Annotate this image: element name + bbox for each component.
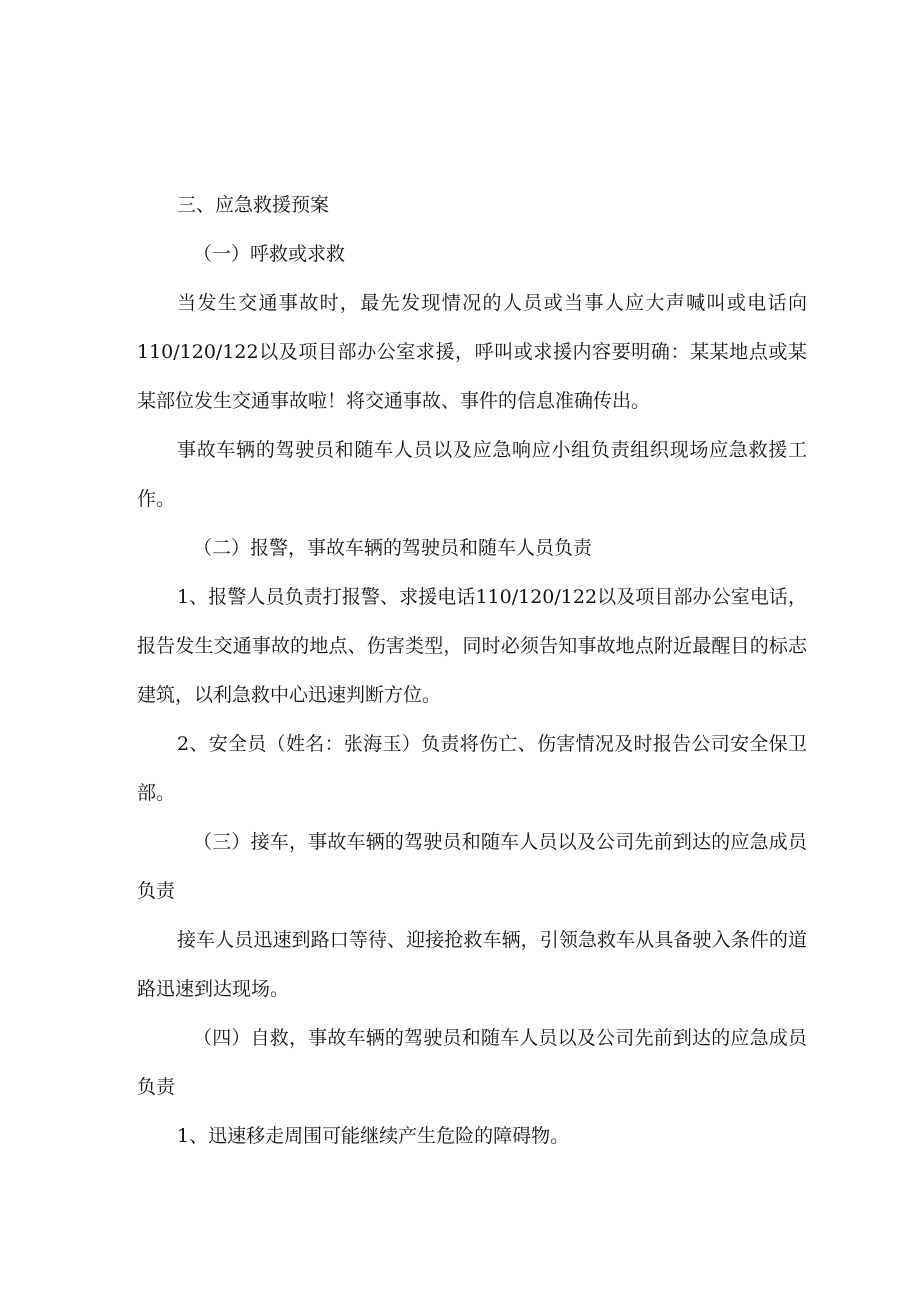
document-body [137,181,807,1161]
paragraph-self-rescue-item-1: 1、迅速移走周围可能继续产生危险的障碍物。 [177,1125,570,1147]
subsection-heading-4: （四）自救，事故车辆的驾驶员和随车人员以及公司先前到达的应急成员负责 [137,1027,807,1098]
paragraph-report-item-1: 1、报警人员负责打报警、求援电话110/120/122以及项目部办公室电话，报告发生交通事故的地点、伤害类型，同时必须告知事故地点附近最醒目的标志建筑，以利急救中心迅速判断方位。 [137,586,807,706]
subsection-heading-2: （二）报警，事故车辆的驾驶员和随车人员负责 [193,537,593,559]
subsection-heading-3: （三）接车，事故车辆的驾驶员和随车人员以及公司先前到达的应急成员负责 [137,831,807,902]
paragraph-report-item-2: 2、安全员（姓名：张海玉）负责将伤亡、伤害情况及时报告公司安全保卫部。 [137,733,807,804]
paragraph-rescue-organization: 事故车辆的驾驶员和随车人员以及应急响应小组负责组织现场应急救援工作。 [137,439,807,510]
paragraph-receive-vehicle: 接车人员迅速到路口等待、迎接抢救车辆，引领急救车从具备驶入条件的道路迅速到达现场。 [137,929,807,1000]
paragraph-call-for-help: 当发生交通事故时，最先发现情况的人员或当事人应大声喊叫或电话向110/120/122以及项目部办公室求援，呼叫或求援内容要明确：某某地点或某某部位发生交通事故啦！将交通事故、事件的信息准确传出。 [137,292,807,412]
subsection-heading-1: （一）呼救或求救 [193,243,346,265]
section-heading: 三、应急救援预案 [177,194,330,216]
